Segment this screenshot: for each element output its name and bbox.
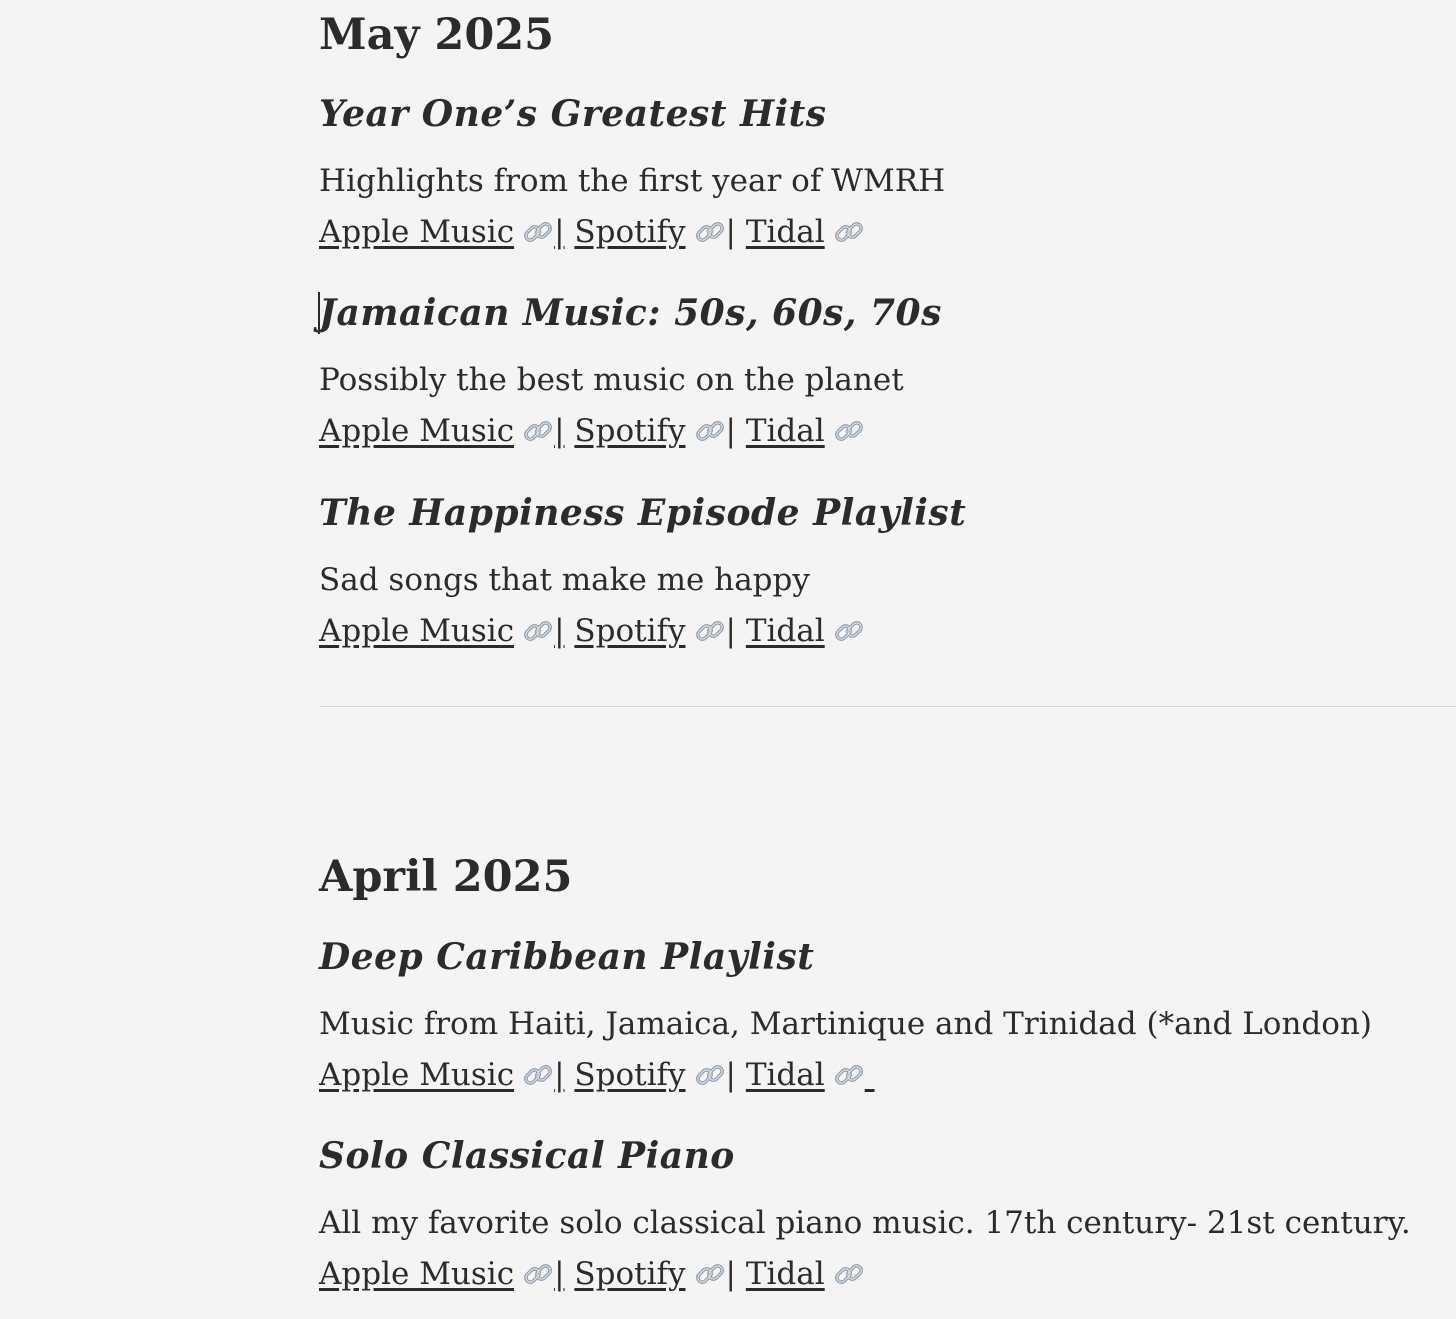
link-icon: [522, 1258, 554, 1290]
playlist-title: Solo Classical Piano: [319, 1135, 735, 1177]
link-label: Spotify: [574, 214, 686, 250]
tidal-link[interactable]: [746, 214, 865, 250]
link-icon: [522, 615, 554, 647]
link-label: Tidal: [745, 214, 825, 250]
link-label: Apple Music: [319, 1256, 515, 1292]
link-label: Apple Music: [319, 214, 515, 250]
link-label: Spotify: [574, 1256, 686, 1292]
link-icon: [833, 415, 865, 447]
playlist-links: [319, 1059, 875, 1091]
apple-music-link[interactable]: [319, 613, 554, 649]
playlist-title: Jamaican Music: 50s, 60s, 70s: [319, 292, 942, 334]
link-icon: [833, 216, 865, 248]
apple-music-link[interactable]: [319, 214, 554, 250]
playlist-description: Sad songs that make me happy: [319, 562, 810, 598]
playlist-description: All my favorite solo classical piano music. 17th century- 21st century.: [319, 1205, 1411, 1241]
playlist-links: [319, 216, 865, 248]
apple-music-link[interactable]: [319, 1256, 554, 1292]
spotify-link[interactable]: [574, 1256, 725, 1292]
link-separator: |: [554, 413, 565, 449]
spotify-link[interactable]: [574, 214, 725, 250]
apple-music-link[interactable]: [319, 413, 554, 449]
link-separator: |: [725, 613, 736, 649]
tidal-link[interactable]: [746, 613, 865, 649]
link-icon: [833, 1059, 865, 1091]
playlist-title: The Happiness Episode Playlist: [319, 492, 967, 534]
playlist-links: [319, 1258, 865, 1290]
tidal-link[interactable]: [746, 413, 865, 449]
apple-music-link[interactable]: [319, 1057, 554, 1093]
link-label: Apple Music: [319, 613, 515, 649]
link-separator: |: [725, 1057, 736, 1093]
link-label: Spotify: [574, 1057, 686, 1093]
link-icon: [694, 216, 726, 248]
link-icon: [694, 1059, 726, 1091]
link-label: Apple Music: [319, 413, 515, 449]
link-label: Apple Music: [319, 1057, 515, 1093]
link-label: Spotify: [574, 413, 686, 449]
link-icon: [522, 216, 554, 248]
link-separator: |: [725, 1256, 736, 1292]
link-separator: |: [554, 214, 565, 250]
month-heading-april: April 2025: [319, 852, 573, 902]
link-icon: [522, 415, 554, 447]
playlist-description: Highlights from the first year of WMRH: [319, 163, 946, 199]
link-separator: |: [725, 413, 736, 449]
link-label: Tidal: [745, 413, 825, 449]
link-icon: [694, 415, 726, 447]
link-label: Spotify: [574, 613, 686, 649]
link-icon: [833, 1258, 865, 1290]
link-icon: [522, 1059, 554, 1091]
link-separator: |: [554, 613, 565, 649]
link-separator: |: [554, 1057, 565, 1093]
tidal-link[interactable]: [746, 1057, 875, 1093]
tidal-link[interactable]: [746, 1256, 865, 1292]
link-label: Tidal: [745, 613, 825, 649]
link-icon: [694, 615, 726, 647]
playlist-title: Deep Caribbean Playlist: [319, 936, 815, 978]
section-divider: [319, 706, 1456, 707]
playlist-links: [319, 615, 865, 647]
month-heading-may: May 2025: [319, 10, 555, 60]
link-separator: |: [554, 1256, 565, 1292]
playlist-description: Possibly the best music on the planet: [319, 362, 904, 398]
spotify-link[interactable]: [574, 613, 725, 649]
playlist-links: [319, 415, 865, 447]
link-label: Tidal: [745, 1057, 825, 1093]
spotify-link[interactable]: [574, 413, 725, 449]
link-icon: [833, 615, 865, 647]
playlist-description: Music from Haiti, Jamaica, Martinique and Trinidad (*and London): [319, 1006, 1373, 1042]
link-label: Tidal: [745, 1256, 825, 1292]
link-separator: |: [725, 214, 736, 250]
playlist-title: Year One’s Greatest Hits: [319, 93, 827, 135]
link-icon: [694, 1258, 726, 1290]
spotify-link[interactable]: [574, 1057, 725, 1093]
